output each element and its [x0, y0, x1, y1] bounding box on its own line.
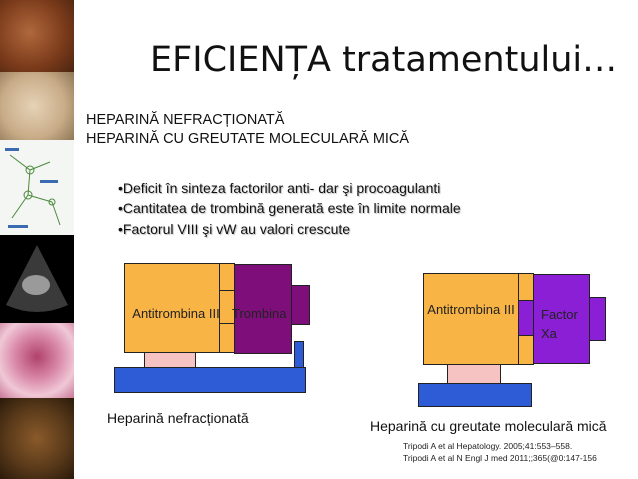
factor-xa-label: Factor Xa [541, 307, 578, 341]
antithrombin-notch [518, 335, 534, 365]
bullet-item: •Cantitatea de trombină generată este în limite normale [118, 200, 461, 216]
antithrombin-notch [518, 300, 534, 336]
antithrombin-notch [219, 263, 235, 291]
ultrasound-image-thumbnail [0, 235, 74, 323]
liver-image-thumbnail [0, 0, 74, 72]
antithrombin-label: Antitrombina III [132, 306, 220, 321]
pathway-diagram-icon [0, 140, 74, 235]
thrombin-label: Trombina [232, 306, 287, 321]
caption-lmw-heparin: Heparină cu greutate moleculară mică [370, 418, 607, 434]
image-sidebar [0, 0, 74, 479]
antithrombin-block [423, 273, 520, 365]
slide-title: EFICIENȚA tratamentului… [150, 40, 618, 80]
liver-specimen-thumbnail [0, 398, 74, 479]
antithrombin-notch [518, 273, 534, 301]
reference-citation: Tripodi A et al N Engl J med 2011;;365(@0:147-156 [403, 453, 597, 463]
bullet-item: •Deficit în sinteza factorilor anti- dar şi procoagulanti [118, 180, 441, 196]
pathway-diagram-thumbnail [0, 140, 74, 235]
bullet-item: •Factorul VIII şi vW au valori crescute [118, 221, 351, 237]
heparin-chain-end [294, 341, 304, 368]
pentasaccharide-link [447, 364, 501, 384]
antithrombin-label: Antitrombina III [427, 302, 515, 317]
abdomen-image-thumbnail [0, 72, 74, 140]
pentasaccharide-link [144, 352, 196, 368]
heparin-chain-bar [418, 383, 532, 407]
antithrombin-notch [219, 323, 235, 353]
factor-xa-side-block [589, 297, 606, 341]
subtitle-low-molecular: HEPARINĂ CU GREUTATE MOLECULARĂ MICĂ [86, 131, 410, 147]
heparin-chain-bar [114, 367, 306, 393]
histology-image-thumbnail [0, 323, 74, 398]
reference-citation: Tripodi A et al Hepatology. 2005;41:553–558. [403, 441, 573, 451]
caption-unfractionated: Heparină nefracționată [107, 410, 249, 426]
ultrasound-scan-icon [0, 235, 74, 323]
subtitle-unfractionated: HEPARINĂ NEFRACȚIONATĂ [86, 112, 285, 128]
